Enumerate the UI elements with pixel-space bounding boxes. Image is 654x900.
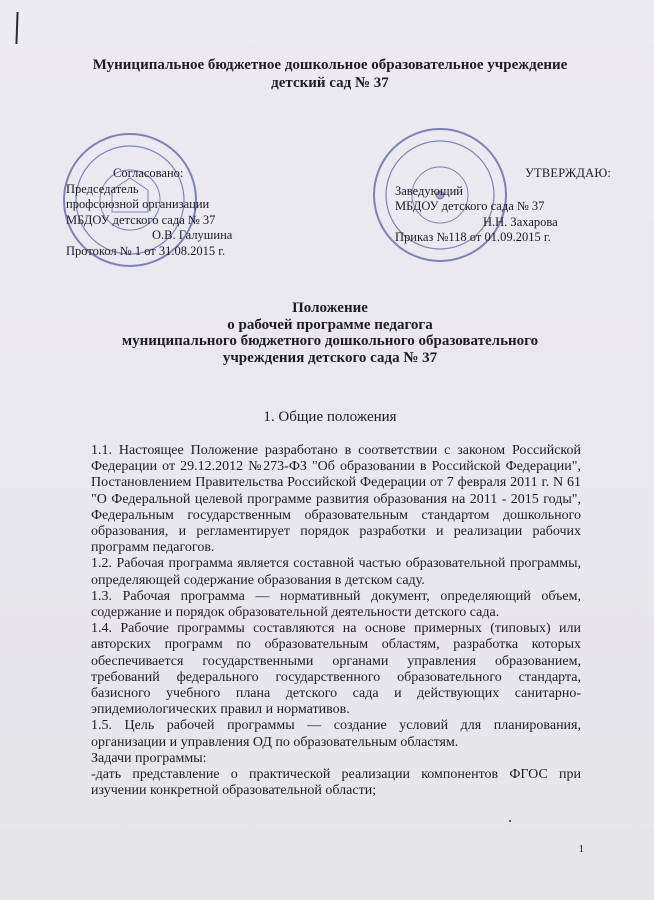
- paragraph-1-1: 1.1. Настоящее Положение разработано в соответствии с законом Российской Федерации от 29.12.2012 №273-ФЗ "Об образовании в Российской Федерации", Постановлением Правительства Российской Федерации от 7 февраля 2011 г. N 61 "О Федеральной целевой программе развития образования на 2011 - 2015 годы", Федеральным государственным образовательным стандартом дошкольного образования, и регламентирует порядок разработки и реализации рабочих программ педагогов.: [91, 443, 581, 556]
- header-line-2: детский сад № 37: [271, 75, 389, 91]
- title-line: о рабочей программе педагога: [227, 316, 433, 333]
- agreed-line: профсоюзной организации: [66, 197, 210, 211]
- pen-mark: [15, 12, 18, 44]
- agreed-line: МБДОУ детского сада № 37: [66, 212, 216, 227]
- agreed-title: Согласовано:: [113, 166, 184, 180]
- agreed-block: [66, 166, 232, 259]
- title-line: муниципального бюджетного дошкольного образовательного: [121, 333, 539, 349]
- agreed-protocol: Протокол № 1 от 31.08.2015 г.: [66, 243, 226, 258]
- tasks-heading: Задачи программы:: [91, 750, 207, 766]
- approved-signatory: Н.Н. Захарова: [483, 214, 558, 229]
- approved-block: [395, 166, 611, 246]
- document-body: [91, 443, 581, 799]
- approved-line: МБДОУ детского сада № 37: [395, 199, 545, 213]
- paragraph-1-4: 1.4. Рабочие программы составляются на основе примерных (типовых) или авторских программ по образовательным областям, разработка которых обеспечивается государственными органами управления образованием, требований федерального государственного образовательного стандарта, базисного учебного плана детского сада и действующих санитарно-эпидемиологических правил и нормативов.: [91, 621, 581, 718]
- title-line: Положение: [292, 300, 368, 316]
- header-line-1: Муниципальное бюджетное дошкольное образовательное учреждение: [92, 57, 568, 73]
- approved-title: УТВЕРЖДАЮ:: [525, 166, 612, 180]
- page-number: 1: [578, 843, 584, 855]
- paragraph-1-2: 1.2. Рабочая программа является составной частью образовательной программы, определяющей содержание образования в детском саду.: [91, 556, 581, 588]
- organization-header: [60, 56, 600, 92]
- agreed-line: Председатель: [66, 181, 139, 196]
- approved-order: Приказ №118 от 01.09.2015 г.: [395, 230, 551, 244]
- paragraph-1-5: 1.5. Цель рабочей программы — создание условий для планирования, организации и управления ОД по образовательным областям.: [91, 718, 581, 750]
- task-item: -дать представление о практической реализации компонентов ФГОС при изучении конкретной образовательной области;: [91, 767, 581, 799]
- agreed-signatory: О.В. Галушина: [152, 228, 233, 242]
- document-title: [80, 300, 580, 366]
- section-heading: 1. Общие положения: [263, 409, 397, 425]
- approved-line: Заведующий: [395, 183, 463, 198]
- title-line: учреждения детского сада № 37: [222, 349, 438, 366]
- paragraph-1-3: 1.3. Рабочая программа — нормативный документ, определяющий объем, содержание и порядок образовательной деятельности детского сада.: [91, 588, 581, 621]
- speck: [509, 820, 511, 822]
